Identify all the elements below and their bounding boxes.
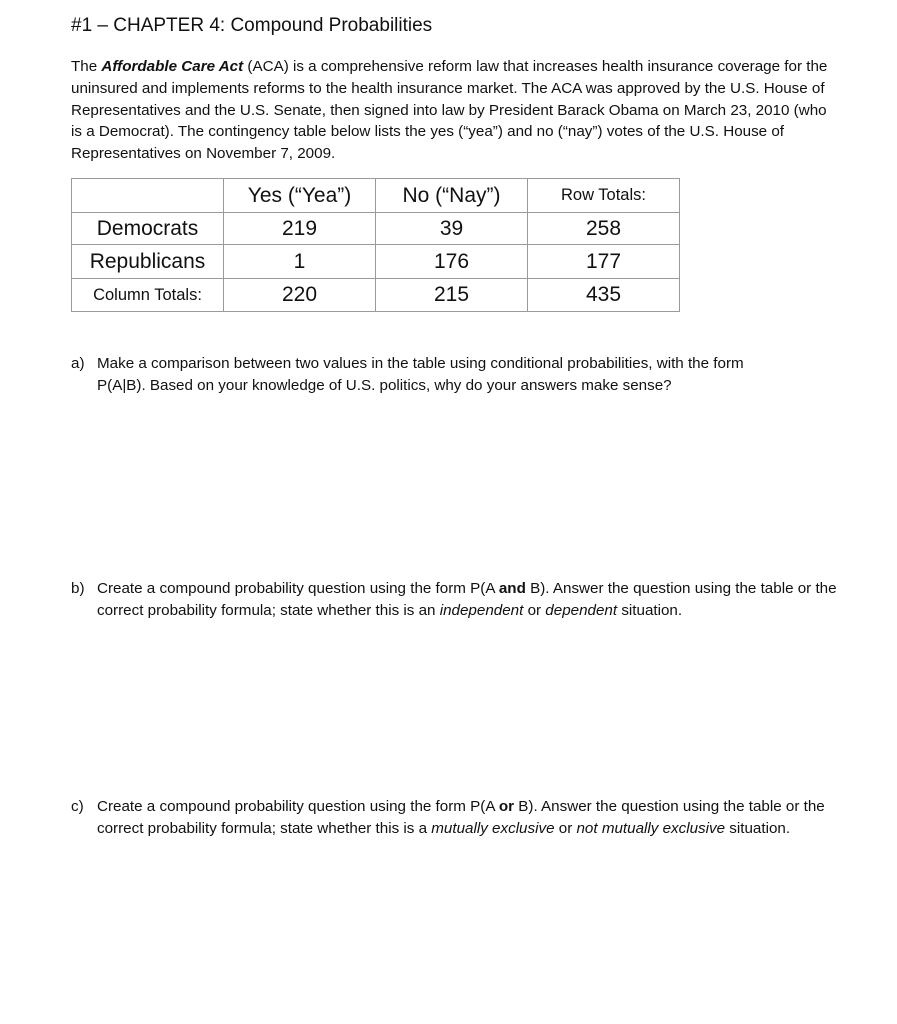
- cell-total: 435: [528, 279, 680, 312]
- question-b-text: Create a compound probability question using the form P(A and B). Answer the question using the table or the correct probability formula; state whether this is an independent or dependent situation.: [97, 580, 837, 619]
- question-c-text: Create a compound probability question using the form P(A or B). Answer the question using the table or the correct probability formula; state whether this is a mutually exclusive or not mutually exclusive situation.: [97, 798, 825, 837]
- cell-yes: 219: [224, 213, 376, 245]
- cell-total: 258: [528, 213, 680, 245]
- row-label: Column Totals:: [72, 279, 224, 312]
- question-a-line2: P(A|B). Based on your knowledge of U.S. politics, why do your answers make sense?: [97, 377, 672, 394]
- header-cell-no: No (“Nay”): [376, 179, 528, 213]
- cell-yes: 1: [224, 245, 376, 279]
- cell-total: 177: [528, 245, 680, 279]
- table-row: [72, 213, 680, 245]
- table-row: [72, 245, 680, 279]
- table-row: [72, 279, 680, 312]
- question-a-label: a): [71, 355, 85, 372]
- question-b-label: b): [71, 580, 85, 597]
- header-cell-yes: Yes (“Yea”): [224, 179, 376, 213]
- question-a-line1: Make a comparison between two values in the table using conditional probabilities, with the form: [97, 355, 744, 372]
- cell-no: 39: [376, 213, 528, 245]
- question-b: [71, 578, 841, 622]
- question-c: [71, 796, 841, 840]
- page-title: #1 – CHAPTER 4: Compound Probabilities: [71, 15, 433, 36]
- act-name: Affordable Care Act: [101, 58, 244, 75]
- header-cell-row-totals: Row Totals:: [528, 179, 680, 213]
- cell-yes: 220: [224, 279, 376, 312]
- row-label: Democrats: [72, 213, 224, 245]
- row-label: Republicans: [72, 245, 224, 279]
- question-a: [71, 353, 841, 397]
- header-cell-empty: [72, 179, 224, 213]
- question-c-label: c): [71, 798, 84, 815]
- table-header-row: [72, 179, 680, 213]
- contingency-table: [71, 178, 680, 312]
- cell-no: 215: [376, 279, 528, 312]
- intro-paragraph: The Affordable Care Act (ACA) is a comprehensive reform law that increases health insurance coverage for the uninsured and implements reforms to the health insurance market. The ACA was approved by the U.S. House of Representatives and the U.S. Senate, then signed into law by President Barack Obama on March 23, 2010 (who is a Democrat). The contingency table below lists the yes (“yea”) and no (“nay”) votes of the U.S. House of Representatives on November 7, 2009.: [71, 58, 828, 163]
- cell-no: 176: [376, 245, 528, 279]
